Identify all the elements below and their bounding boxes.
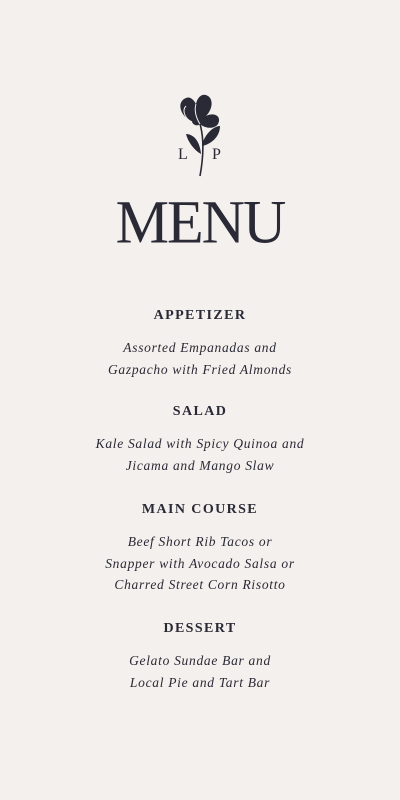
section-appetizer [0,308,400,380]
flower-icon [170,92,230,180]
menu-item: Assorted Empanadas and [123,340,277,355]
monogram-right-letter: P [212,146,221,163]
section-heading: DESSERT [163,621,237,636]
section-heading: SALAD [172,404,228,419]
section-main-course [0,502,400,596]
section-salad [0,404,400,476]
section-items [0,433,400,476]
section-heading: MAIN COURSE [141,502,259,517]
menu-item: Local Pie and Tart Bar [129,674,271,690]
section-dessert [0,621,400,693]
menu-item: Beef Short Rib Tacos or [127,534,273,549]
section-items [0,531,400,596]
section-items [0,650,400,693]
monogram-left-letter: L [178,146,188,163]
menu-item: Jicama and Mango Slaw [125,457,275,473]
menu-item: Kale Salad with Spicy Quinoa and [95,436,305,451]
page-title: MENU [115,188,285,256]
menu-item: Charred Street Corn Risotto [114,577,286,592]
menu-item: Gelato Sundae Bar and [129,653,271,668]
menu-item: Gazpacho with Fried Almonds [107,361,293,377]
section-heading: APPETIZER [153,308,247,323]
section-items [0,337,400,380]
menu-item: Snapper with Avocado Salsa or [105,555,295,571]
monogram [170,92,230,180]
